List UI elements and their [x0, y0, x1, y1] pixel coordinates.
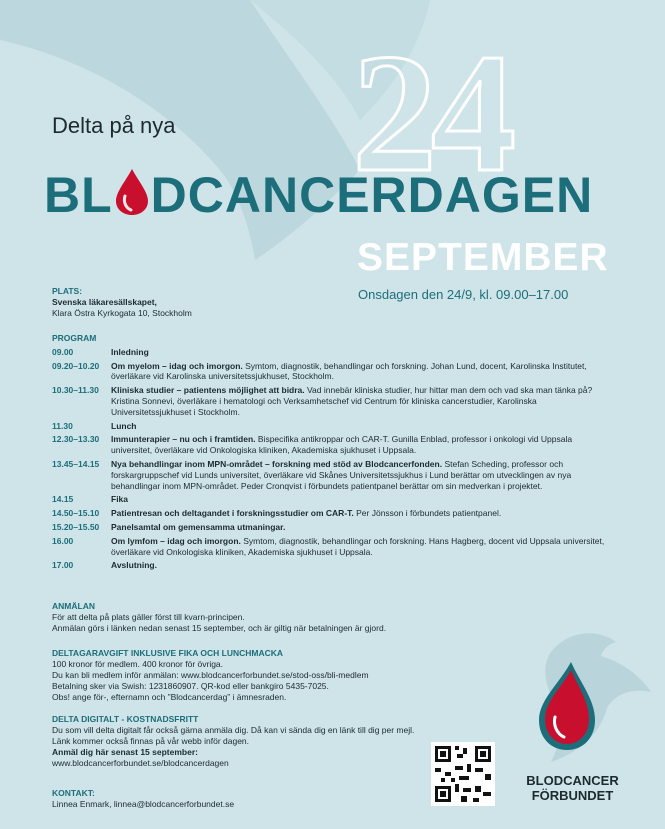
- program-row: [52, 508, 612, 519]
- title-right: DCANCERDAGEN: [150, 167, 594, 223]
- program-title: Lunch: [111, 420, 137, 431]
- program-time: 10.30–11.30: [52, 385, 99, 396]
- event-time: Onsdagen den 24/9, kl. 09.00–17.00: [358, 287, 569, 302]
- program-time: 09.00: [52, 346, 74, 357]
- qr-code: [431, 742, 495, 806]
- digital-line: Du som vill delta digitalt får också gärna anmäla dig. Då kan vi sända dig en länk till dig per mejl.: [52, 725, 415, 735]
- registration-label: ANMÄLAN: [52, 601, 95, 611]
- program-text: Per Jönsson i förbundets patientpanel.: [353, 508, 502, 519]
- program-row: [52, 494, 612, 505]
- digital-link: www.blodcancerforbundet.se/blodcancerdagen: [52, 758, 229, 768]
- registration-line: För att delta på plats gäller först till kvarn-principen.: [52, 612, 245, 622]
- program-row: [52, 459, 612, 491]
- digital-label: DELTA DIGITALT - KOSTNADSFRITT: [52, 714, 199, 724]
- program-label: PROGRAM: [52, 333, 97, 343]
- program-row: [52, 361, 612, 383]
- event-title: [44, 166, 593, 228]
- program-row: [52, 522, 612, 533]
- program-title: Om myelom – idag och imorgon.: [111, 360, 243, 371]
- program-title: Fika: [111, 494, 129, 505]
- program-time: 14.50–15.10: [52, 508, 100, 519]
- fee-line: 100 kronor för medlem. 400 kronor för övriga.: [52, 659, 224, 669]
- digital-line: Länk kommer också finnas på vår webb inför dagen.: [52, 736, 250, 746]
- program-row: [52, 560, 612, 571]
- program-title: Inledning: [111, 346, 149, 357]
- date-number: 24: [352, 19, 510, 207]
- program-row: [52, 347, 612, 358]
- logo-text: [515, 773, 630, 803]
- program-time: 12.30–13.30: [52, 434, 100, 445]
- program-time: 13.45–14.15: [52, 458, 100, 469]
- fee-line: Obs! ange för-, efternamn och ”Blodcancerdag” i ämnesraden.: [52, 692, 287, 702]
- program-text: Symtom, diagnostik, behandlingar och forskning. Hans Hagberg, docent vid Uppsala universitet, överläkare vid Onkologiska kliniken, Akademiska sjukhuset i Uppsala.: [111, 535, 605, 557]
- program-title: Kliniska studier – patientens möjlighet att bidra.: [111, 385, 305, 396]
- program-time: 11.30: [52, 420, 73, 431]
- program-time: 16.00: [52, 535, 74, 546]
- program-text: Bispecifika antikroppar och CAR-T. Gunilla Enblad, professor i onkologi vid Uppsala universitet, överläkare vid Onkologiska kliniken, Akademiska sjukhuset i Uppsala.: [111, 434, 573, 456]
- contact-line: Linnea Enmark, linnea@blodcancerforbundet.se: [52, 799, 235, 809]
- program-row: [52, 385, 612, 417]
- program-row: [52, 434, 612, 456]
- program-text: Stefan Scheding, professor och forskargruppschef vid Lunds universitet, överläkare vid Skånes Universitetssjukhus i Lund berättar om utvecklingen av nya behandlingar inom MPN-området. Peder Cronqvist i förbundets patientpanel berättar om sin medverkan i projektet.: [111, 458, 572, 491]
- place-label: PLATS:: [52, 286, 83, 296]
- program-time: 15.20–15.50: [52, 521, 100, 532]
- program-title: Avslutning.: [111, 560, 157, 571]
- place-section: [52, 286, 192, 319]
- program-time: 14.15: [52, 494, 74, 505]
- program-text: Vad innebär kliniska studier, hur hittar man dem och vad ska man tänka på? Kristina Sonnevi, överläkare i hematologi och Verksamhetschef vid Centrum för kliniska cancerstudier, Karolinska Universitetssjukhuset i Stockholm.: [111, 385, 593, 417]
- program-title: Panelsamtal om gemensamma utmaningar.: [111, 521, 286, 532]
- title-left: BL: [44, 167, 113, 223]
- program-time: 09.20–10.20: [52, 360, 100, 371]
- fee-label: DELTAGARAVGIFT INKLUSIVE FIKA OCH LUNCHMACKA: [52, 648, 284, 658]
- registration-section: [52, 601, 522, 634]
- program-title: Nya behandlingar inom MPN-området – forskning med stöd av Blodcancerfonden.: [111, 458, 443, 469]
- contact-label: KONTAKT:: [52, 788, 95, 798]
- logo-mark: [511, 622, 661, 777]
- logo-line: BLODCANCER: [526, 773, 619, 788]
- program-row: [52, 421, 612, 432]
- program-text: Symtom, diagnostik, behandlingar och forskning. Johan Lund, docent, Karolinska Institutet, överläkare vid Karolinska universitetssjukhuset, Stockholm.: [111, 360, 587, 382]
- blood-drop-icon: [115, 168, 149, 228]
- digital-deadline: Anmäl dig här senast 15 september:: [52, 747, 198, 757]
- tagline: Delta på nya: [52, 113, 176, 138]
- program-title: Immunterapier – nu och i framtiden.: [111, 434, 256, 445]
- wing-background: [0, 0, 665, 330]
- program-row: [52, 536, 612, 558]
- place-venue: Svenska läkaresällskapet,: [52, 297, 157, 307]
- fee-section: [52, 648, 522, 703]
- registration-line: Anmälan görs i länken nedan senast 15 september, och är giltig när betalningen är gjord.: [52, 623, 387, 633]
- place-address: Klara Östra Kyrkogata 10, Stockholm: [52, 308, 192, 318]
- program-title: Patientresan och deltagandet i forskningsstudier om CAR-T.: [111, 508, 354, 519]
- program-section: [52, 333, 612, 571]
- fee-line: Du kan bli medlem inför anmälan: www.blodcancerforbundet.se/stod-oss/bli-medlem: [52, 670, 369, 680]
- fee-line: Betalning sker via Swish: 1231860907. QR-kod eller bankgiro 5435-7025.: [52, 681, 329, 691]
- program-title: Om lymfom – idag och imorgon.: [111, 535, 241, 546]
- program-time: 17.00: [52, 560, 74, 571]
- month: SEPTEMBER: [357, 236, 609, 279]
- logo-line: FÖRBUNDET: [531, 788, 614, 803]
